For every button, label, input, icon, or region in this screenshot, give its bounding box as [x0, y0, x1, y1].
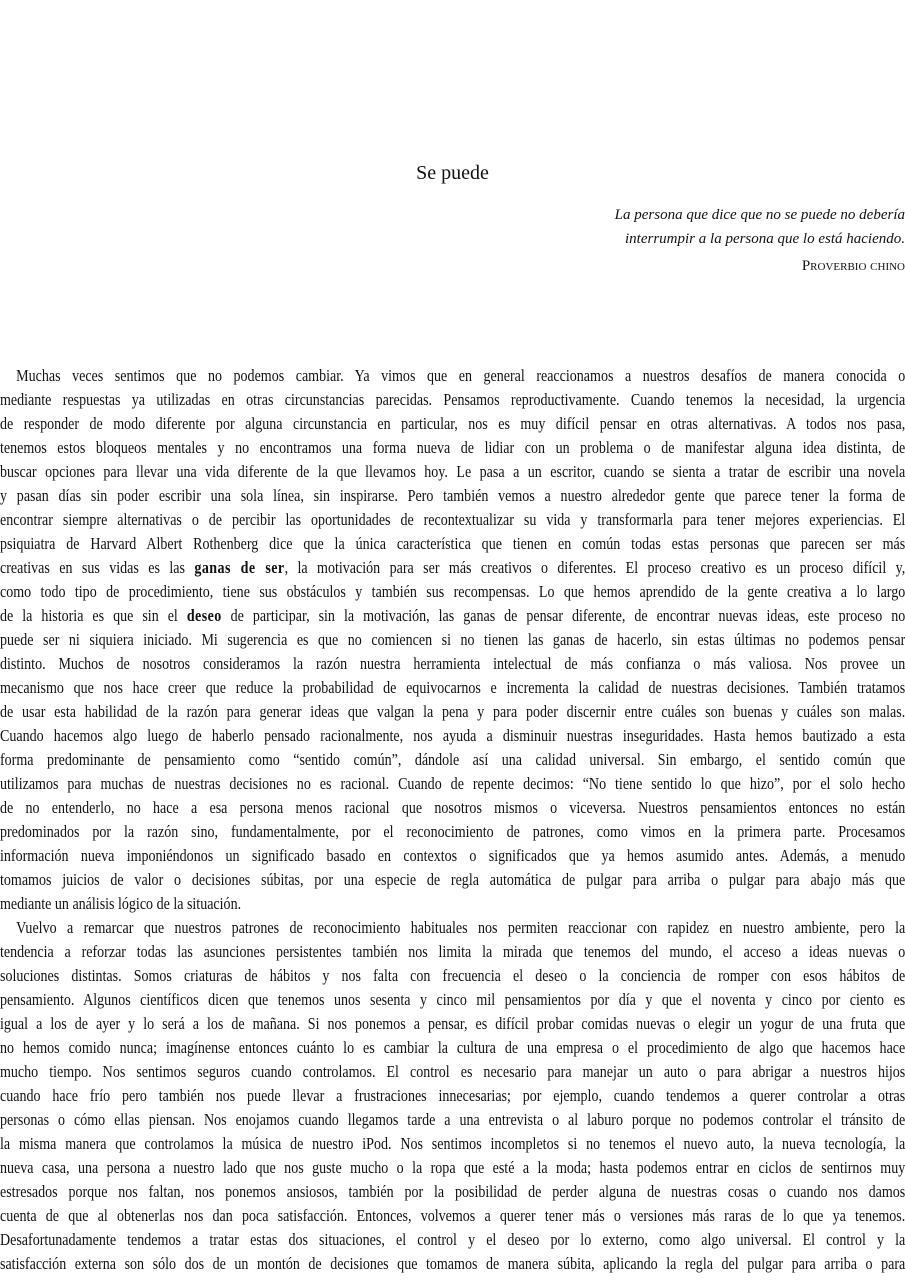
text-line: soluciones distintas. Somos criaturas de hábitos y nos falta con frecuencia el deseo o la conciencia de romper con esos hábitos de — [0, 966, 905, 985]
text-segment: creativas en sus vidas es las — [0, 558, 195, 577]
text-segment: de participar, sin la motivación, las ganas de pensar diferente, de encontrar nuevas ideas, este proceso no — [221, 606, 905, 625]
text-line: satisfacción externa son sólo dos de un montón de decisiones que tomamos de manera súbita, aplicando la regla del pulgar para arriba o para — [0, 1254, 905, 1273]
text-line: forma predominante de pensamiento como “sentido común”, dándole así una calidad universal. Sin embargo, el sentido común que — [0, 750, 905, 769]
text-line — [0, 556, 905, 580]
text-line: psiquiatra de Harvard Albert Rothenberg dice que la única característica que tienen en común todas estas personas que parecen ser más — [0, 534, 905, 553]
text-line: de usar esta habilidad de la razón para generar ideas que valgan la pena y para poder discernir entre cuáles son buenas y cuáles son malas. — [0, 702, 905, 721]
epigraph-source: Proverbio chino — [801, 258, 905, 274]
text-line: igual a los de ayer y lo será a los de mañana. Si nos ponemos a pensar, es difícil probar comidas nuevas o elegir un yogur de una fruta que — [0, 1014, 905, 1033]
text-segment: de la historia es que sin el — [0, 606, 187, 625]
text-line: estresados porque nos faltan, nos ponemos ansiosos, también por la posibilidad de perder alguna de nuestras cosas o cuando nos damos — [0, 1182, 905, 1201]
emphasis-text: ganas de ser — [194, 558, 285, 577]
text-line: mediante respuestas ya utilizadas en otras circunstancias parecidas. Pensamos reproductivamente. Cuando tenemos la necesidad, la urgencia — [0, 390, 905, 409]
text-line — [0, 604, 905, 628]
text-line: de no entenderlo, no hace a esa persona menos racional que nosotros mismos o viceversa. Nuestros pensamientos entonces no están — [0, 798, 905, 817]
text-line: tomamos juicios de valor o decisiones súbitas, por una especie de regla automática de pulgar para arriba o pulgar para abajo más que — [0, 870, 905, 889]
text-line: Desafortunadamente tendemos a tratar estas dos situaciones, el control y el deseo por lo externo, como algo universal. El control y la — [0, 1230, 905, 1249]
text-line: personas o cómo ellas piensan. Nos enojamos cuando llegamos tarde a una entrevista o al laburo porque no podemos controlar el tránsito de — [0, 1110, 905, 1129]
epigraph-line: La persona que dice que no se puede no debería — [614, 207, 905, 223]
text-line: nueva casa, una persona a nuestro lado que nos guste mucho o la ropa que esté a la moda; hasta podemos entrar en ciclos de sentirnos muy — [0, 1158, 905, 1177]
body-text — [0, 364, 905, 1276]
text-line: Vuelvo a remarcar que nuestros patrones de reconocimiento habituales nos permiten reaccionar con rapidez en nuestro ambiente, pero la — [16, 918, 905, 937]
epigraph-line: interrumpir a la persona que lo está haciendo. — [625, 231, 905, 247]
text-line: y pasan días sin poder escribir una sola línea, sin inspirarse. Pero también vemos a nuestro alrededor gente que parece tener la forma de — [0, 486, 905, 505]
text-line: cuenta de que al obtenerlas nos dan poca satisfacción. Entonces, volvemos a querer tener más o versiones más raras de lo que ya tenemos. — [0, 1206, 905, 1225]
chapter-title: Se puede — [416, 162, 489, 184]
emphasis-text: deseo — [186, 606, 222, 625]
text-line: cuando hace frío pero también nos puede llevar a frustraciones innecesarias; por ejemplo, cuando tendemos a querer controlar a otras — [0, 1086, 905, 1105]
text-line: no hemos comido nunca; imagínense entonces cuánto lo es cambiar la cultura de una empresa o el procedimiento de algo que hacemos hace — [0, 1038, 905, 1057]
text-line: tenemos estos bloqueos mentales y no encontramos una forma nueva de lidiar con un problema o de manifestar alguna idea distinta, de — [0, 438, 905, 457]
text-line: como todo tipo de procedimiento, tiene sus obstáculos y también sus recompensas. Lo que hemos aprendido de la gente creativa a lo largo — [0, 582, 905, 601]
text-line: mucho tiempo. Nos sentimos seguros cuando controlamos. El control es necesario para manejar un auto o para abrigar a nuestros hijos — [0, 1062, 905, 1081]
text-line: buscar opciones para llevar una vida diferente de la que llevamos hoy. Le pasa a un escritor, cuando se sienta a tratar de escribir una novela — [0, 462, 905, 481]
text-line: utilizamos para muchas de nuestras decisiones no es racional. Cuando de repente decimos: “No tiene sentido lo que hizo”, por el solo hecho — [0, 774, 905, 793]
text-line: mecanismo que nos hace creer que reduce la probabilidad de equivocarnos e incrementa la calidad de nuestras decisiones. También tratamos — [0, 678, 905, 697]
text-line: puede ser ni siquiera iniciado. Mi sugerencia es que no comiencen si no tienen las ganas de hacerlo, sin estas últimas no podemos pensar — [0, 630, 905, 649]
text-line: Muchas veces sentimos que no podemos cambiar. Ya vimos que en general reaccionamos a nuestros desafíos de manera conocida o — [16, 366, 905, 385]
text-segment: , la motivación para ser más creativos o diferentes. El proceso creativo es un proceso difícil y, — [284, 558, 905, 577]
text-line: la misma manera que controlamos la música de nuestro iPod. Nos sentimos incompletos si no tenemos el nuevo auto, la nueva tecnología, la — [0, 1134, 905, 1153]
text-line: información nueva imponiéndonos un significado basado en contextos o significados que ya hemos asumido antes. Además, a menudo — [0, 846, 905, 865]
text-line: pensamiento. Algunos científicos dicen que tenemos unos sesenta y cinco mil pensamientos por día y que el noventa y cinco por ciento es — [0, 990, 905, 1009]
text-line: de responder de modo diferente por alguna circunstancia en particular, nos es muy difícil pensar en otras alternativas. A todos nos pasa, — [0, 414, 905, 433]
text-line: tendencia a reforzar todas las asunciones persistentes también nos limita la mirada que tenemos del mundo, el acceso a ideas nuevas o — [0, 942, 905, 961]
text-line: distinto. Muchos de nosotros consideramos la razón nuestra herramienta intelectual de más confianza o más valiosa. Nos provee un — [0, 654, 905, 673]
text-line: Cuando hacemos algo luego de haberlo pensado racionalmente, nos ayuda a disminuir nuestras inseguridades. Hasta hemos bautizado a esta — [0, 726, 905, 745]
text-line: mediante un análisis lógico de la situación. — [0, 894, 242, 913]
text-line: predominados por la razón sino, fundamentalmente, por el reconocimiento de patrones, como vimos en la primera parte. Procesamos — [0, 822, 905, 841]
text-line: encontrar siempre alternativas o de percibir las oportunidades de recontextualizar su vida y transformarla para tener mejores experiencias. El — [0, 510, 905, 529]
